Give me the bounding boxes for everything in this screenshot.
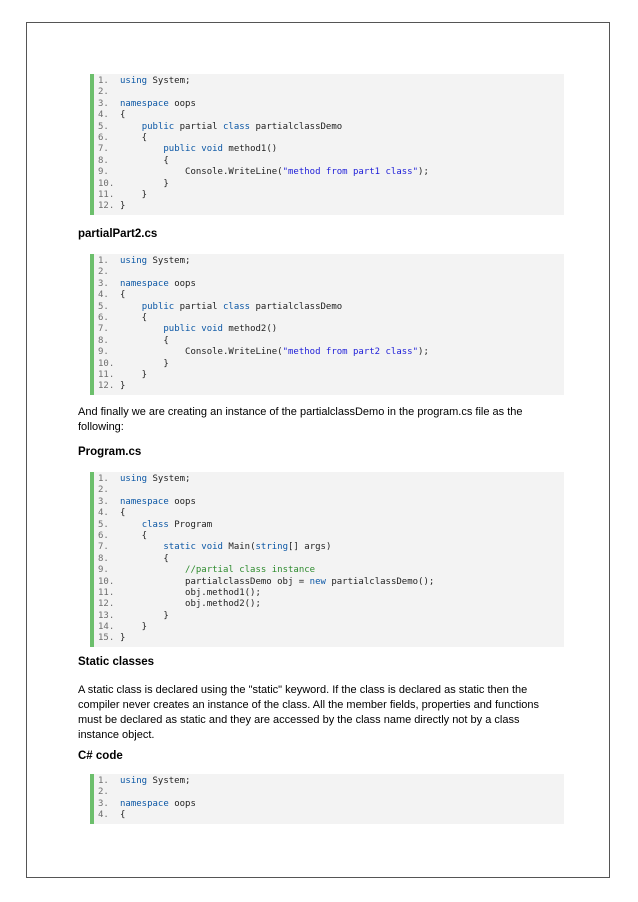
code-line	[94, 531, 564, 542]
code-token: class	[222, 121, 251, 132]
line-number: 10.	[98, 358, 120, 369]
code-token: partial	[174, 121, 223, 132]
code-token: }	[120, 633, 126, 644]
code-token: method2()	[222, 324, 278, 335]
code-token: using	[120, 474, 148, 484]
code-token: System;	[147, 776, 191, 786]
paragraph-finally: And finally we are creating an instance of the partialclassDemo in the program.cs file as the following:	[78, 406, 523, 433]
code-token: System;	[147, 474, 191, 484]
code-token: );	[418, 167, 429, 178]
code-token: obj.method1();	[120, 587, 261, 598]
code-line	[94, 565, 564, 576]
code-line	[94, 167, 564, 178]
code-token: "method from part1 class"	[282, 167, 419, 178]
heading-csharp-code: C# code	[78, 750, 123, 762]
code-token: {	[120, 290, 126, 301]
code-token: public	[141, 121, 175, 132]
line-number: 6.	[98, 312, 120, 323]
line-number: 15.	[98, 633, 120, 644]
code-token: Console.WriteLine(	[120, 347, 283, 358]
code-line	[94, 76, 564, 87]
line-number: 7.	[98, 144, 120, 155]
code-token: public	[141, 301, 175, 312]
code-line	[94, 810, 564, 821]
line-number: 8.	[98, 335, 120, 346]
code-line	[94, 279, 564, 290]
code-token: System;	[147, 76, 191, 86]
code-line	[94, 302, 564, 313]
code-token: oops	[168, 278, 196, 289]
code-token: }	[120, 189, 148, 200]
code-token: partial	[174, 301, 223, 312]
code-token: partialclassDemo	[250, 301, 343, 312]
code-token: }	[120, 358, 169, 369]
line-number: 1.	[98, 76, 120, 86]
code-token: Program	[168, 519, 213, 530]
line-number: 8.	[98, 553, 120, 564]
code-line	[94, 599, 564, 610]
code-token: {	[120, 155, 169, 166]
code-line	[94, 99, 564, 110]
line-number: 5.	[98, 519, 120, 530]
code-line	[94, 122, 564, 133]
code-token: partialclassDemo();	[325, 576, 435, 587]
code-token: {	[120, 110, 126, 121]
line-number: 5.	[98, 301, 120, 312]
code-line	[94, 336, 564, 347]
line-number: 6.	[98, 132, 120, 143]
line-number: 14.	[98, 622, 120, 633]
code-token: public	[163, 144, 196, 155]
code-token: "method from part2 class"	[282, 347, 419, 358]
code-token: void	[201, 144, 223, 155]
line-number: 4.	[98, 508, 120, 519]
code-token: public	[163, 324, 196, 335]
line-number: 12.	[98, 599, 120, 610]
line-number: 1.	[98, 776, 120, 786]
line-number: 11.	[98, 587, 120, 598]
code-line	[94, 201, 564, 212]
code-line	[94, 542, 564, 553]
line-number: 3.	[98, 278, 120, 289]
line-number: 10.	[98, 576, 120, 587]
line-number: 9.	[98, 167, 120, 178]
code-token: }	[120, 610, 169, 621]
code-token	[120, 542, 163, 552]
line-number: 10.	[98, 178, 120, 189]
code-line	[94, 622, 564, 633]
code-line	[94, 520, 564, 531]
heading-partialpart2: partialPart2.cs	[78, 228, 158, 240]
code-token	[120, 520, 142, 530]
line-number: 1.	[98, 256, 120, 266]
code-token: [] args)	[288, 542, 332, 553]
code-token	[120, 122, 142, 132]
code-line	[94, 87, 564, 98]
code-line	[94, 179, 564, 190]
line-number: 9.	[98, 565, 120, 576]
code-token: Main(	[222, 542, 256, 553]
code-token	[120, 144, 163, 154]
code-line	[94, 497, 564, 508]
line-number: 2.	[98, 787, 120, 798]
code-token: }	[120, 622, 148, 633]
code-token: }	[120, 201, 126, 212]
code-token: System;	[147, 256, 191, 266]
line-number: 11.	[98, 369, 120, 380]
code-line	[94, 133, 564, 144]
code-line	[94, 359, 564, 370]
line-number: 12.	[98, 381, 120, 392]
code-token: {	[120, 810, 126, 821]
code-line	[94, 156, 564, 167]
line-number: 3.	[98, 98, 120, 109]
code-line	[94, 144, 564, 155]
code-token: }	[120, 381, 126, 392]
code-token	[120, 324, 163, 334]
code-line	[94, 290, 564, 301]
paragraph-static-desc: A static class is declared using the "static" keyword. If the class is declared as static then the compiler never creates an instance of the class. All the member fields, properties and functions must be declared as static and they are accessed by the class name directly not by a class instance object.	[78, 684, 540, 741]
code-token: oops	[168, 798, 196, 809]
line-number: 13.	[98, 610, 120, 621]
line-number: 8.	[98, 155, 120, 166]
line-number: 4.	[98, 110, 120, 121]
code-line	[94, 370, 564, 381]
code-line	[94, 324, 564, 335]
line-number: 7.	[98, 324, 120, 335]
code-token: }	[120, 178, 169, 189]
line-number: 2.	[98, 87, 120, 98]
code-token: new	[309, 576, 326, 587]
line-number: 11.	[98, 189, 120, 200]
line-number: 3.	[98, 798, 120, 809]
line-number: 2.	[98, 267, 120, 278]
code-line	[94, 256, 564, 267]
line-number: 3.	[98, 496, 120, 507]
code-token	[120, 302, 142, 312]
code-token: {	[120, 132, 148, 143]
code-line	[94, 799, 564, 810]
code-line	[94, 110, 564, 121]
line-number: 4.	[98, 810, 120, 821]
code-token: {	[120, 312, 148, 323]
code-line	[94, 554, 564, 565]
code-line	[94, 313, 564, 324]
code-token: using	[120, 776, 148, 786]
code-token: using	[120, 76, 148, 86]
code-token: string	[255, 542, 289, 553]
code-token: static	[163, 542, 196, 553]
code-line	[94, 633, 564, 644]
code-token: oops	[168, 98, 196, 109]
code-token: void	[201, 324, 223, 335]
code-token: {	[120, 335, 169, 346]
line-number: 7.	[98, 542, 120, 553]
code-token: namespace	[120, 98, 169, 109]
code-token: oops	[168, 496, 196, 507]
code-token: class	[222, 301, 251, 312]
code-token: class	[141, 519, 169, 530]
code-line	[94, 577, 564, 588]
line-number: 9.	[98, 347, 120, 358]
code-block-program	[90, 472, 564, 647]
code-block-part2	[90, 254, 564, 395]
code-token: {	[120, 508, 126, 519]
code-line	[94, 190, 564, 201]
line-number: 5.	[98, 121, 120, 132]
code-line	[94, 347, 564, 358]
code-token: obj.method2();	[120, 599, 261, 610]
line-number: 6.	[98, 530, 120, 541]
code-line	[94, 611, 564, 622]
code-token: );	[418, 347, 429, 358]
code-line	[94, 474, 564, 485]
line-number: 12.	[98, 201, 120, 212]
code-token: namespace	[120, 496, 169, 507]
code-line	[94, 381, 564, 392]
code-token	[120, 565, 185, 575]
heading-static-classes: Static classes	[78, 656, 155, 668]
code-token: partialclassDemo	[250, 121, 343, 132]
heading-program-cs: Program.cs	[78, 446, 142, 458]
code-token: using	[120, 256, 148, 266]
line-number: 1.	[98, 474, 120, 484]
code-line	[94, 787, 564, 798]
code-block-part1	[90, 74, 564, 215]
code-token: namespace	[120, 278, 169, 289]
code-token: method1()	[222, 144, 278, 155]
code-token: {	[120, 553, 169, 564]
code-line	[94, 485, 564, 496]
code-line	[94, 508, 564, 519]
line-number: 4.	[98, 290, 120, 301]
code-token: //partial class instance	[185, 565, 316, 576]
code-token: {	[120, 530, 148, 541]
code-line	[94, 776, 564, 787]
code-token: }	[120, 369, 148, 380]
code-block-static	[90, 774, 564, 824]
code-token: partialclassDemo obj =	[120, 576, 310, 587]
line-number: 2.	[98, 485, 120, 496]
code-token: Console.WriteLine(	[120, 167, 283, 178]
code-line	[94, 588, 564, 599]
code-token: namespace	[120, 798, 169, 809]
code-line	[94, 267, 564, 278]
code-token: void	[201, 542, 223, 553]
